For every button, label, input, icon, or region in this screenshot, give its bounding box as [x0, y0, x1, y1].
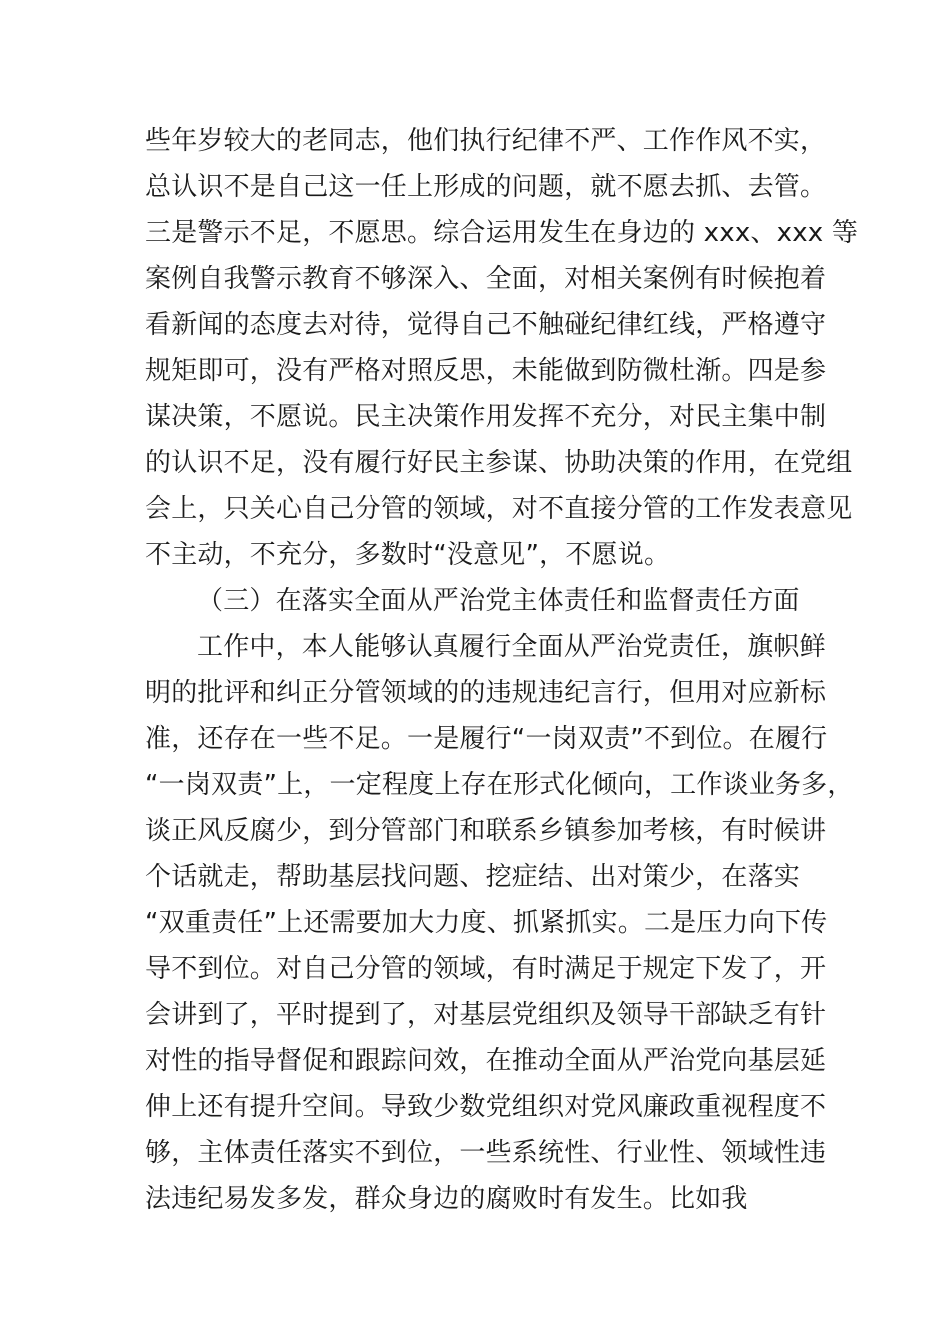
text-line: “双重责任”上还需要加大力度、抓紧抓实。二是压力向下传 [145, 908, 828, 938]
text-line: 法违纪易发多发，群众身边的腐败时有发生。比如我 [145, 1184, 748, 1214]
text-line: 个话就走，帮助基层找问题、挖症结、出对策少，在落实 [145, 862, 801, 892]
text-line: 谋决策，不愿说。民主决策作用发挥不充分，对民主集中制 [145, 402, 827, 432]
text-line: “一岗双责”上，一定程度上存在形式化倾向，工作谈业务多， [145, 770, 854, 800]
text-line: 会上，只关心自己分管的领域，对不直接分管的工作发表意见 [145, 494, 853, 524]
text-line: 三是警示不足，不愿思。综合运用发生在身边的 xxx、xxx 等 [145, 218, 859, 248]
text-line: 些年岁较大的老同志，他们执行纪律不严、工作作风不实， [145, 126, 827, 156]
text-line: 明的批评和纠正分管领域的的违规违纪言行，但用对应新标 [145, 678, 827, 708]
text-line: 规矩即可，没有严格对照反思，未能做到防微杜渐。四是参 [145, 356, 827, 386]
text-line: 准，还存在一些不足。一是履行“一岗双责”不到位。在履行 [145, 724, 828, 754]
section-heading: （三）在落实全面从严治党主体责任和监督责任方面 [197, 586, 800, 616]
text-line: 看新闻的态度去对待，觉得自己不触碰纪律红线，严格遵守 [145, 310, 827, 340]
text-line: 对性的指导督促和跟踪问效，在推动全面从严治党向基层延 [145, 1046, 827, 1076]
text-line: 总认识不是自己这一任上形成的问题，就不愿去抓、去管。 [145, 172, 827, 202]
text-line: 谈正风反腐少，到分管部门和联系乡镇参加考核，有时候讲 [145, 816, 827, 846]
text-line: 不主动，不充分，多数时“没意见”，不愿说。 [145, 540, 671, 570]
body-text [145, 118, 859, 1222]
paragraph-start: 工作中，本人能够认真履行全面从严治党责任，旗帜鲜 [197, 632, 826, 662]
text-line: 够，主体责任落实不到位，一些系统性、行业性、领域性违 [145, 1138, 827, 1168]
text-line: 的认识不足，没有履行好民主参谋、协助决策的作用，在党组 [145, 448, 853, 478]
text-line: 导不到位。对自己分管的领域，有时满足于规定下发了，开 [145, 954, 827, 984]
text-line: 案例自我警示教育不够深入、全面，对相关案例有时候抱着 [145, 264, 827, 294]
text-line: 伸上还有提升空间。导致少数党组织对党风廉政重视程度不 [145, 1092, 827, 1122]
text-line: 会讲到了，平时提到了，对基层党组织及领导干部缺乏有针 [145, 1000, 827, 1030]
